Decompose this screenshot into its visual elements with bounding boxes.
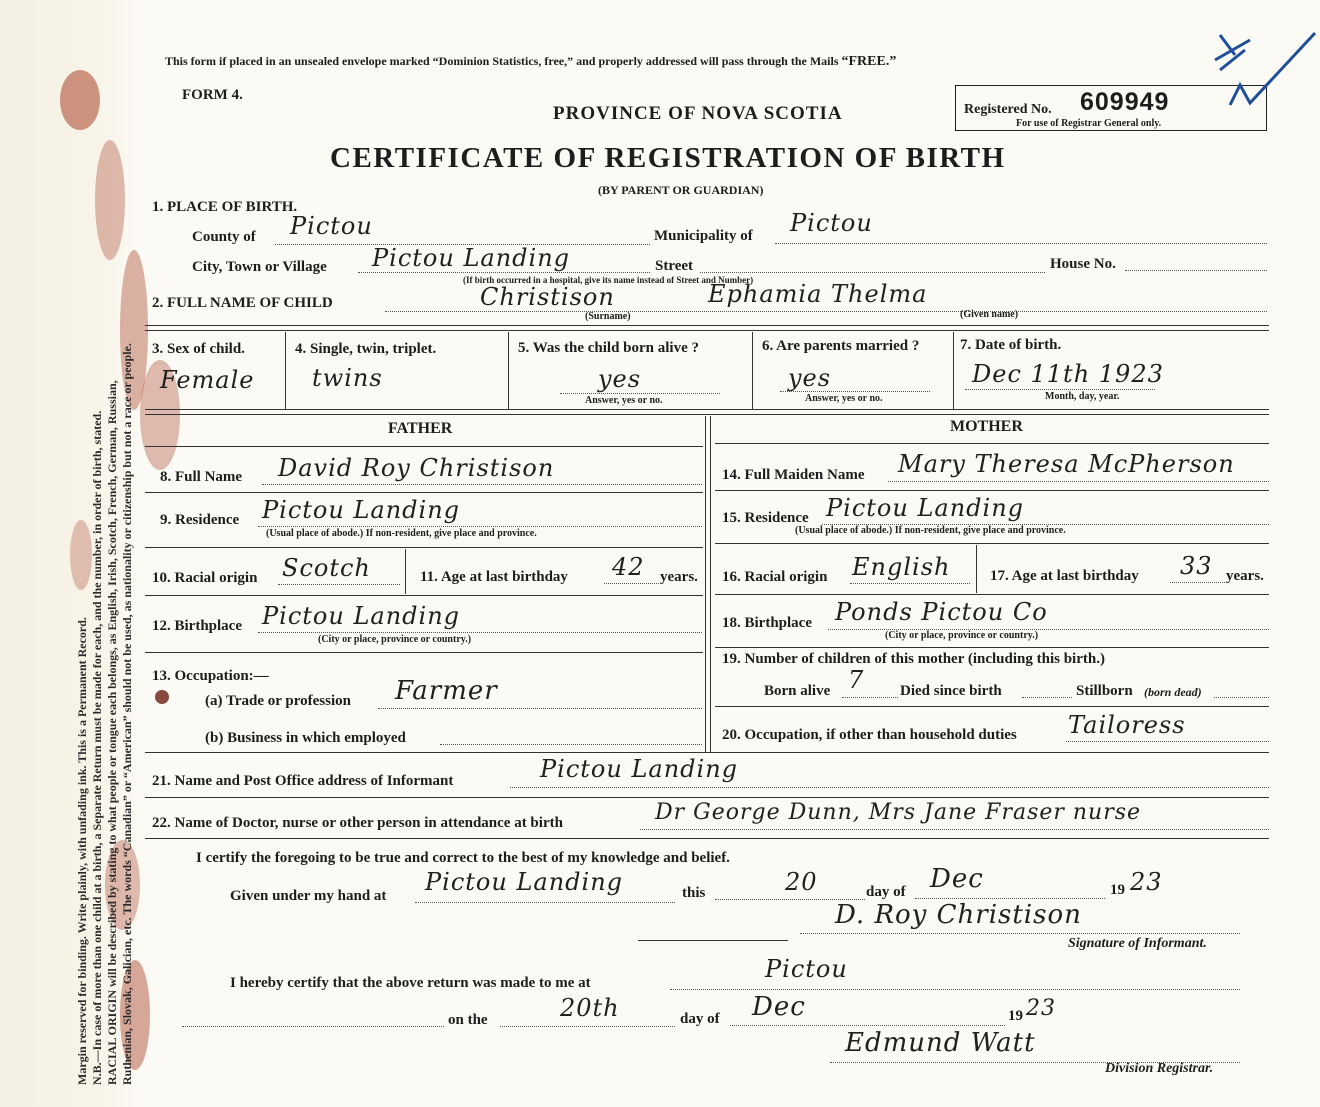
registrar-signature: Edmund Watt [845, 1028, 1036, 1058]
registration-number: 609949 [1080, 88, 1170, 116]
mother-occupation-label: 20. Occupation, if other than household duties [722, 727, 1017, 743]
form-number: FORM 4. [182, 87, 243, 103]
mother-name-label: 14. Full Maiden Name [722, 467, 865, 483]
registrar-day-of-label: day of [680, 1011, 720, 1027]
father-birthplace-note: (City or place, province or country.) [318, 634, 472, 645]
mother-residence-label: 15. Residence [722, 510, 809, 526]
father-name-label: 8. Full Name [160, 469, 243, 485]
registration-label: Registered No. [964, 102, 1052, 117]
stain [60, 70, 100, 130]
stain [95, 140, 125, 260]
plurality-label: 4. Single, twin, triplet. [295, 341, 437, 357]
mother-stillborn-label: Stillborn [1076, 683, 1133, 699]
stain [155, 690, 169, 704]
mother-racial-origin-label: 16. Racial origin [722, 569, 828, 585]
mother-age-years: years. [1226, 568, 1264, 584]
certification-this-label: this [682, 885, 706, 901]
father-age-label: 11. Age at last birthday [420, 569, 568, 585]
father-racial-origin-label: 10. Racial origin [152, 570, 258, 586]
father-name-value: David Roy Christison [278, 454, 555, 482]
attendant-value: Dr George Dunn, Mrs Jane Fraser nurse [655, 800, 1142, 825]
certificate-subtitle: (BY PARENT OR GUARDIAN) [598, 183, 764, 197]
registrar-day-value: 20th [560, 994, 620, 1022]
city-label: City, Town or Village [192, 259, 327, 275]
registration-note: For use of Registrar General only. [1016, 118, 1162, 129]
sex-value: Female [160, 366, 255, 394]
certification-year-prefix: 19 [1110, 882, 1125, 898]
certificate-title: CERTIFICATE OF REGISTRATION OF BIRTH [330, 142, 1006, 174]
child-surname-value: Christison [480, 283, 615, 311]
registrar-on-label: on the [448, 1012, 488, 1028]
father-residence-value: Pictou Landing [262, 496, 461, 524]
mail-notice-text: This form if placed in an unsealed envelope marked “Dominion Statistics, free,” and properly addressed will pass through the Mails [165, 54, 839, 68]
mother-occupation-value: Tailoress [1068, 711, 1186, 739]
certification-day-of-label: day of [866, 884, 906, 900]
registrar-statement: I hereby certify that the above return was made to me at [230, 975, 591, 991]
father-business-label: (b) Business in which employed [205, 730, 406, 746]
mail-notice-free: “FREE.” [841, 54, 897, 69]
mother-stillborn-note: (born dead) [1144, 685, 1202, 699]
informant-label: 21. Name and Post Office address of Informant [152, 773, 454, 789]
mail-notice [165, 54, 896, 70]
certification-day-value: 20 [785, 868, 818, 896]
child-name-label: 2. FULL NAME OF CHILD [152, 295, 333, 311]
mother-age-label: 17. Age at last birthday [990, 568, 1139, 584]
certification-year-value: 23 [1130, 868, 1163, 896]
date-of-birth-note: Month, day, year. [1045, 391, 1120, 402]
given-name-caption: (Given name) [960, 309, 1019, 320]
registrar-year-value: 23 [1026, 996, 1056, 1021]
check-mark-icon [1180, 25, 1320, 115]
mother-heading: MOTHER [950, 418, 1023, 435]
mother-children-label: 19. Number of children of this mother (including this birth.) [722, 651, 1105, 667]
province-heading: PROVINCE OF NOVA SCOTIA [553, 103, 843, 124]
father-occupation-label: 13. Occupation:— [152, 668, 269, 684]
surname-caption: (Surname) [585, 311, 631, 322]
margin-note-line: RACIAL ORIGIN will be described by stating to what people or tongue each belongs, as English, Irish, Scotch, French, German, Russian, [105, 380, 119, 1085]
mother-residence-value: Pictou Landing [826, 494, 1025, 522]
sex-label: 3. Sex of child. [152, 341, 245, 357]
father-trade-label: (a) Trade or profession [205, 693, 351, 709]
date-of-birth-label: 7. Date of birth. [960, 337, 1062, 353]
born-alive-value: yes [598, 365, 642, 393]
plurality-value: twins [312, 364, 383, 392]
street-label: Street [655, 258, 694, 274]
date-of-birth-value: Dec 11th 1923 [972, 360, 1164, 388]
city-value: Pictou Landing [372, 244, 571, 272]
certification-given-label: Given under my hand at [230, 888, 387, 904]
informant-address-value: Pictou Landing [540, 755, 739, 783]
attendant-label: 22. Name of Doctor, nurse or other person in attendance at birth [152, 815, 563, 831]
mother-birthplace-value: Ponds Pictou Co [835, 598, 1048, 626]
mother-born-alive-label: Born alive [764, 683, 831, 699]
margin-note-line: N.B.—In case of more than one child at a birth, a Separate Return must be made for each, and the number, in order of birth, stated. [90, 410, 104, 1085]
margin-instructions [75, 343, 135, 1085]
mother-age-value: 33 [1180, 552, 1213, 580]
house-number-label: House No. [1050, 256, 1116, 272]
mother-birthplace-note: (City or place, province or country.) [885, 630, 1039, 641]
father-heading: FATHER [388, 420, 453, 437]
informant-signature-label: Signature of Informant. [1068, 936, 1207, 951]
certification-month-value: Dec [930, 864, 984, 894]
born-alive-label: 5. Was the child born alive ? [518, 340, 699, 356]
mother-name-value: Mary Theresa McPherson [898, 450, 1235, 478]
mother-birthplace-label: 18. Birthplace [722, 615, 812, 631]
father-residence-note: (Usual place of abode.) If non-resident, give place and province. [266, 528, 537, 539]
registrar-year-prefix: 19 [1008, 1008, 1023, 1024]
place-of-birth-heading: 1. PLACE OF BIRTH. [152, 199, 298, 215]
hospital-note: (If birth occurred in a hospital, give its name instead of Street and Number) [463, 275, 754, 285]
county-value: Pictou [290, 212, 373, 240]
certification-place-value: Pictou Landing [425, 868, 624, 896]
father-residence-label: 9. Residence [160, 512, 240, 528]
born-alive-answer-note: Answer, yes or no. [585, 395, 663, 406]
mother-racial-origin-value: English [852, 553, 951, 581]
certification-statement: I certify the foregoing to be true and correct to the best of my knowledge and belief. [196, 850, 730, 866]
parents-married-answer-note: Answer, yes or no. [805, 393, 883, 404]
mother-born-alive-value: 7 [848, 666, 865, 694]
margin-note-line: Margin reserved for binding. Write plainly, with unfading ink. This is a Permanent Record. [75, 617, 89, 1085]
father-age-years: years. [660, 569, 698, 585]
county-label: County of [192, 229, 256, 245]
registrar-signature-label: Division Registrar. [1105, 1061, 1214, 1076]
registrar-place-value: Pictou [765, 955, 848, 983]
father-birthplace-label: 12. Birthplace [152, 618, 242, 634]
informant-signature: D. Roy Christison [835, 900, 1082, 930]
father-age-value: 42 [612, 553, 645, 581]
mother-residence-note: (Usual place of abode.) If non-resident, give place and province. [795, 525, 1066, 536]
child-given-name-value: Ephamia Thelma [708, 280, 928, 308]
father-trade-value: Farmer [395, 676, 498, 706]
parents-married-value: yes [788, 364, 832, 392]
margin-note-line: Ruthenian, Slovak, Galician, etc. The words “Canadian” or “American” should not be used, as nationality or citizenship but not a race or people. [120, 343, 134, 1085]
mother-died-label: Died since birth [900, 683, 1002, 699]
registrar-month-value: Dec [752, 992, 806, 1022]
municipality-value: Pictou [790, 209, 873, 237]
father-birthplace-value: Pictou Landing [262, 602, 461, 630]
parents-married-label: 6. Are parents married ? [762, 338, 920, 354]
father-racial-origin-value: Scotch [282, 554, 371, 582]
municipality-label: Municipality of [654, 228, 753, 244]
